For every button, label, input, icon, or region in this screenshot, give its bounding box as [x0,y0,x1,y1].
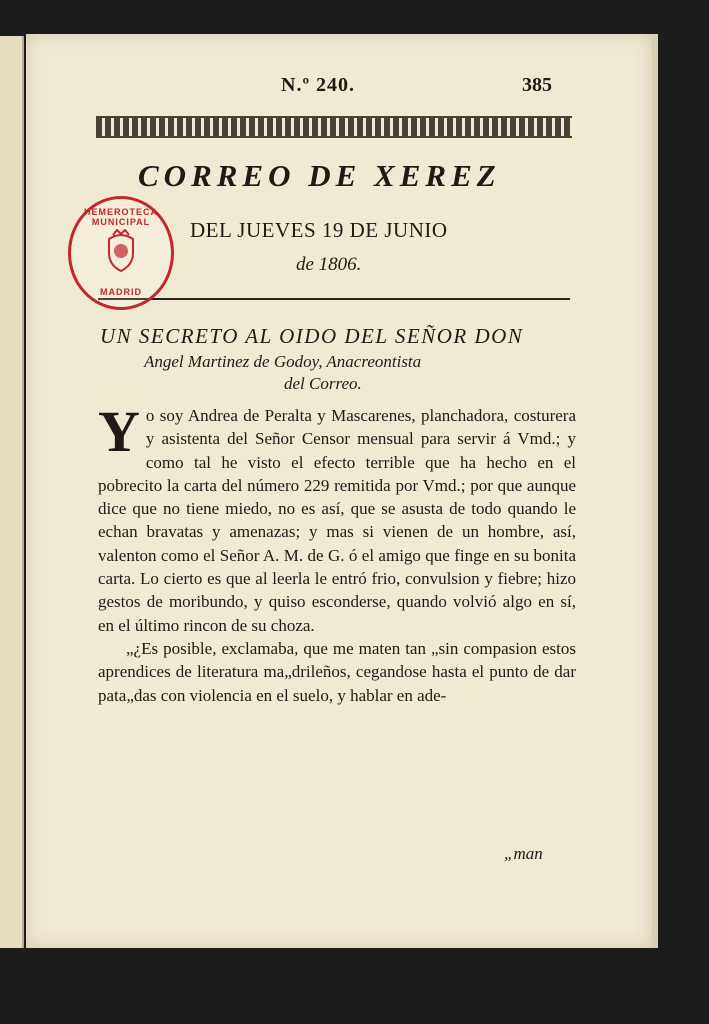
masthead-title: CORREO DE XEREZ [138,158,501,193]
paragraph-1-text: o soy Andrea de Peralta y Mascarenes, planchadora, costurera y asistenta del Señor Censor mensual para servir á Vmd.; y como tal he visto el efecto terrible que ha hecho en el pobrecito la carta del número 229 remitida por Vmd.; por que aunque dice que no tiene miedo, no es así, que se asusta de todo quando le echan bravatas y amenazas; y mas si vienen de un hombre, así, valenton como el Señor A. M. de G. ó el amigo que finge en su bonita carta. Lo cierto es que al leerla le entró frio, convulsion y fiebre; hizo gestos de moribundo, y quiso esconderse, quando volvió algo en sí, en el último rincon de su choza. [98,406,576,635]
drop-cap: Y [98,399,140,464]
issue-number: N.º 240. [281,74,356,96]
ornamental-border [96,116,572,138]
coat-of-arms-icon [101,229,141,273]
stamp-text-top: HEMEROTECA MUNICIPAL [83,207,158,227]
date-year: de 1806. [296,254,362,275]
library-stamp [68,196,174,310]
article-title: UN SECRETO AL OIDO DEL SEÑOR DON [100,324,524,348]
stamp-text-bottom: MADRID [100,287,142,297]
newspaper-page [26,34,658,948]
adjacent-page-edge [0,36,24,948]
page-header [26,74,652,102]
article-subtitle-2: del Correo. [284,374,362,393]
divider-rule [98,298,570,300]
catchword: „man [504,844,543,863]
article-body [98,399,576,707]
article-subtitle: Angel Martinez de Godoy, Anacreontista [144,352,422,371]
page-number: 385 [522,74,552,96]
date-line: DEL JUEVES 19 DE JUNIO [190,218,448,242]
paragraph-2: „¿Es posible, exclamaba, que me maten tan „sin compasion estos aprendices de literatura ma„drileños, cegandose hasta el punto de dar pata„das con violencia en el suelo, y hablar en ade- [98,638,576,705]
paragraph-1 [98,399,576,637]
